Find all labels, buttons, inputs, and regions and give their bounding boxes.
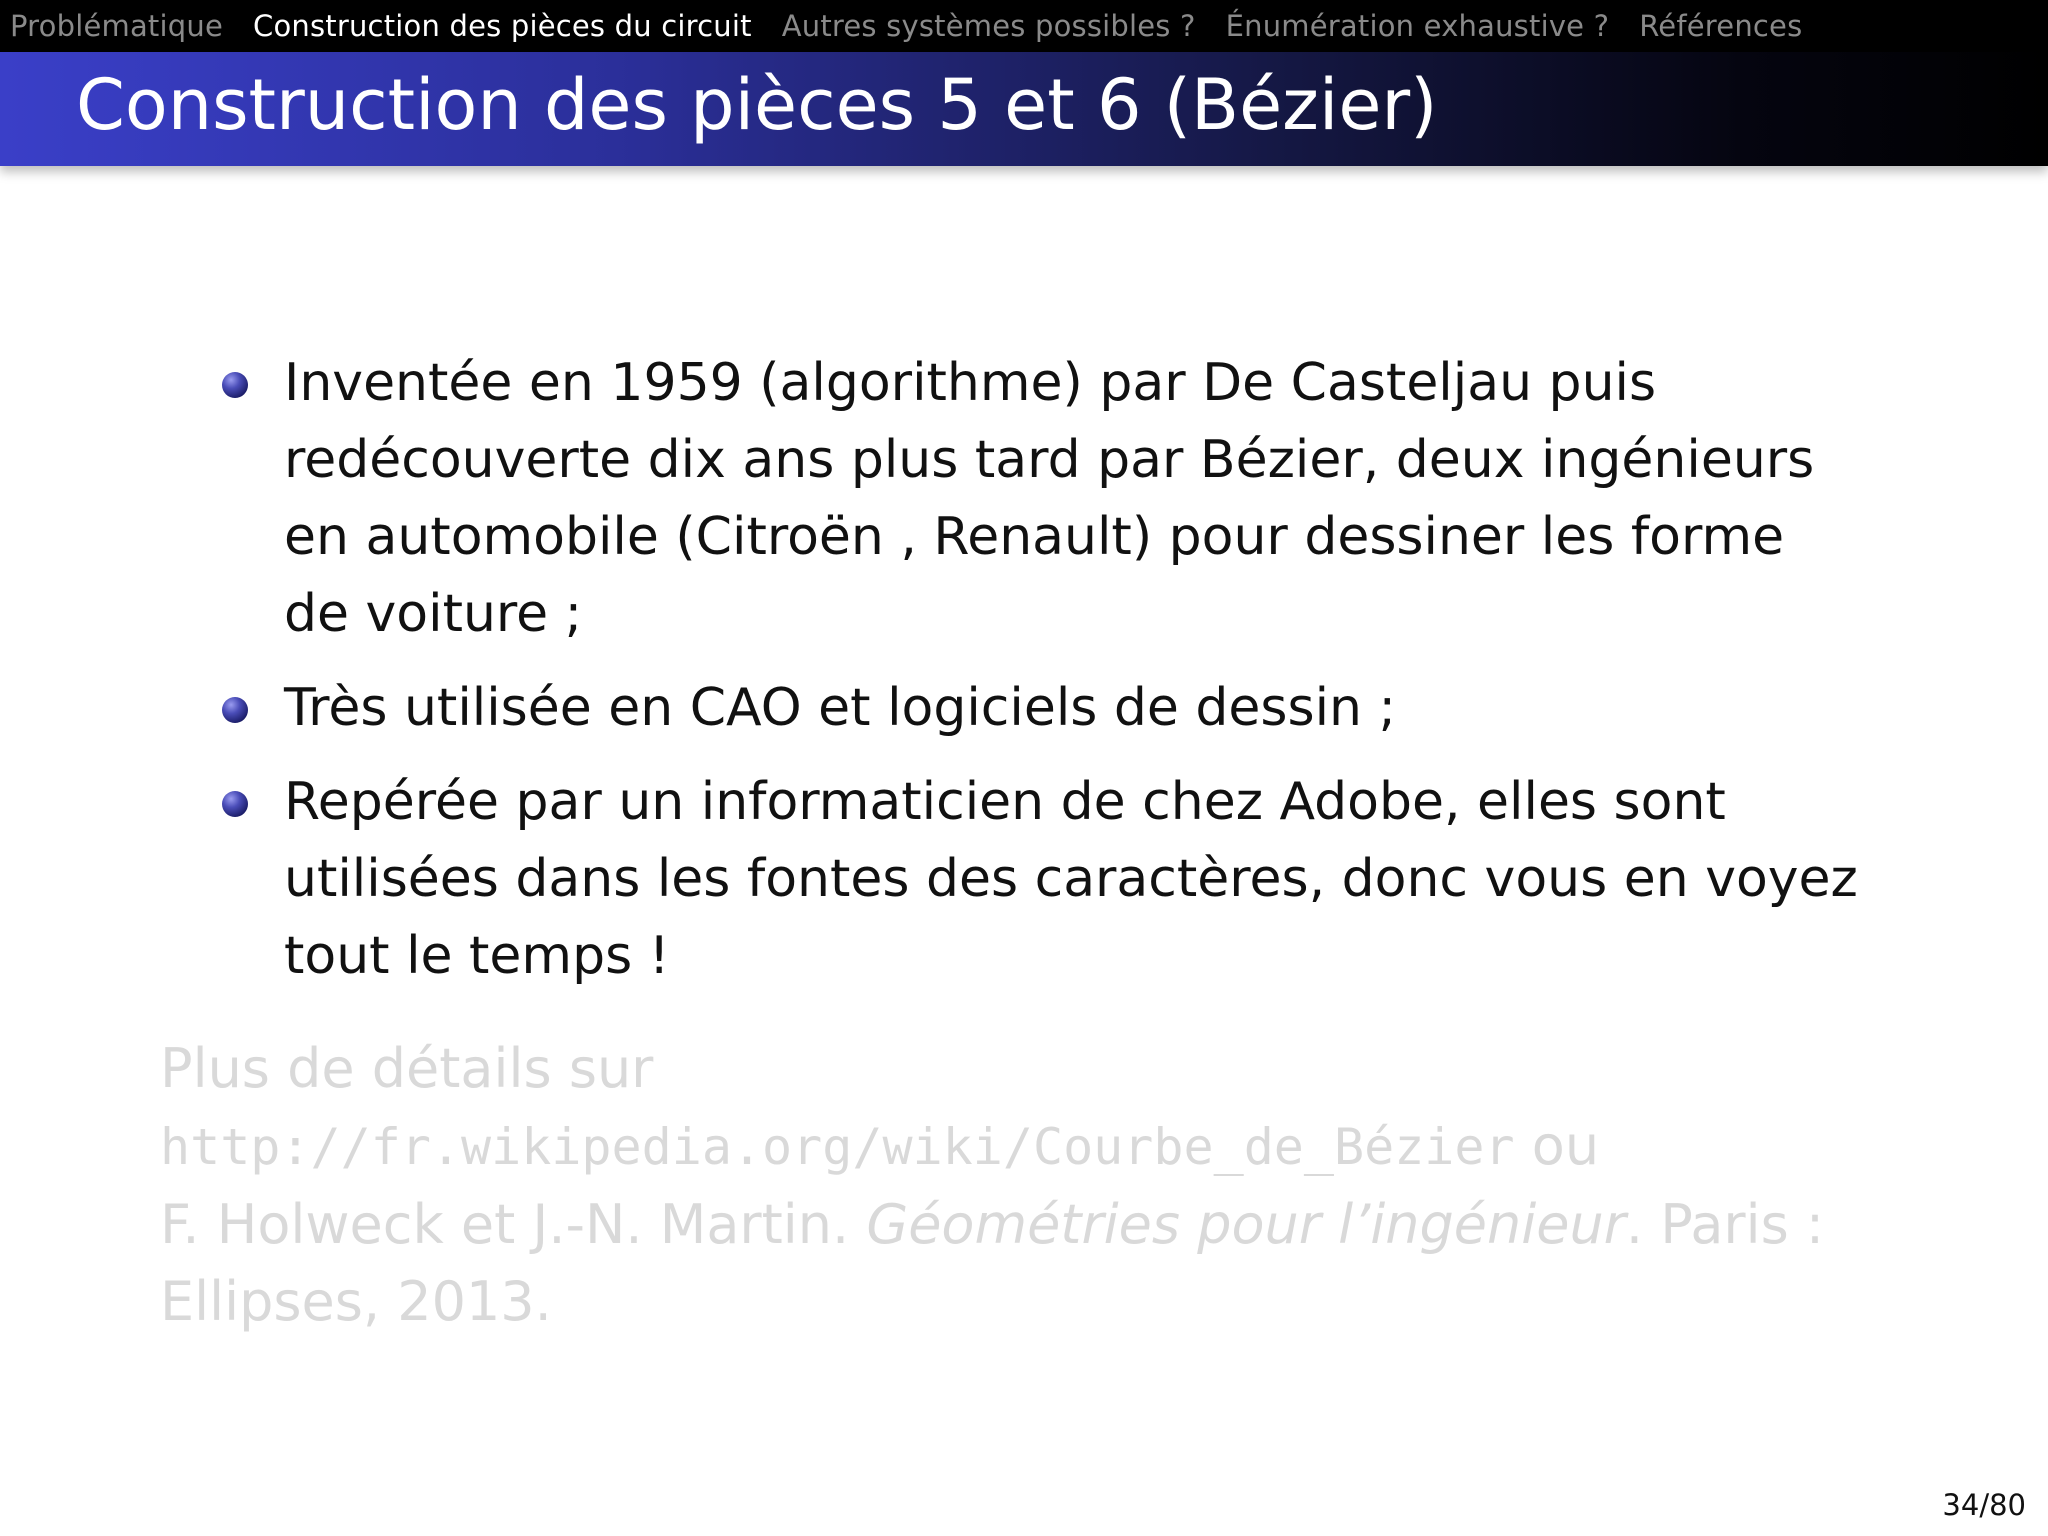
page-number: 34/80 — [1942, 1488, 2026, 1522]
bullet-text: Inventée en 1959 (algorithme) par De Casteljau puis redécouverte dix ans plus tard par Bézier, deux ingénieurs en automobile (Citroën , Renault) pour dessiner les forme de voiture ; — [284, 353, 1815, 644]
bullet-icon — [222, 372, 248, 398]
nav-item-enumeration[interactable]: Énumération exhaustive ? — [1225, 9, 1610, 43]
bullet-text: Repérée par un informaticien de chez Adobe, elles sont utilisées dans les fontes des caractères, donc vous en voyez tout le temps ! — [284, 772, 1858, 986]
reference-connector: ou — [1514, 1114, 1600, 1177]
reference-link-line — [160, 1107, 2000, 1186]
frame-title: Construction des pièces 5 et 6 (Bézier) — [76, 64, 1438, 146]
bullet-text: Très utilisée en CAO et logiciels de dessin ; — [284, 678, 1397, 738]
frame-title-bar — [0, 52, 2048, 166]
nav-item-problematique[interactable]: Problématique — [10, 9, 223, 43]
bullet-item — [220, 670, 1860, 747]
nav-item-autres-systemes[interactable]: Autres systèmes possibles ? — [781, 9, 1196, 43]
reference-book-title: Géométries pour l’ingénieur — [866, 1193, 1626, 1256]
reference-authors: F. Holweck et J.-N. Martin. — [160, 1193, 867, 1256]
bullet-icon — [222, 791, 248, 817]
nav-item-references[interactable]: Références — [1639, 9, 1803, 43]
nav-item-construction[interactable]: Construction des pièces du circuit — [253, 9, 752, 43]
reference-place: . Paris : — [1625, 1193, 1825, 1256]
section-navigation-bar — [0, 0, 2048, 52]
bullet-item — [220, 345, 1860, 653]
bullet-icon — [222, 697, 248, 723]
bullet-item — [220, 764, 1860, 995]
reference-citation — [160, 1186, 2000, 1263]
reference-publisher: Ellipses, 2013. — [160, 1270, 552, 1333]
wikipedia-link[interactable]: http://fr.wikipedia.org/wiki/Courbe_de_Bézier — [160, 1118, 1515, 1176]
reference-intro: Plus de détails sur — [160, 1037, 654, 1100]
reference-block — [160, 1030, 2000, 1340]
bullet-list — [220, 345, 1860, 1012]
